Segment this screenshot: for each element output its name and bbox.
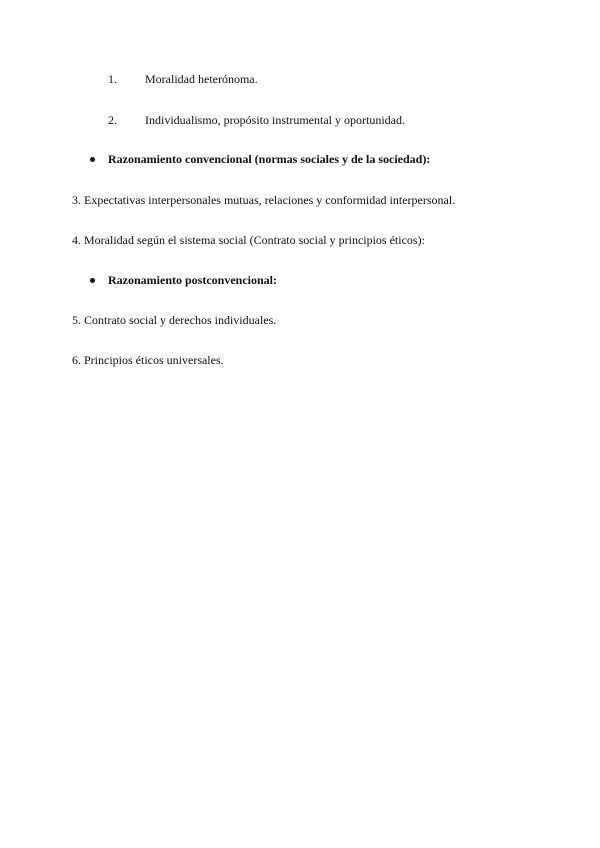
paragraph: 5. Contrato social y derechos individuales. — [72, 313, 277, 327]
section-heading: Razonamiento postconvencional: — [108, 273, 277, 287]
list-item-text: Individualismo, propósito instrumental y oportunidad. — [145, 113, 405, 127]
list-item-text: Moralidad heterónoma. — [145, 72, 258, 86]
bullet-icon — [90, 157, 95, 162]
paragraph: 4. Moralidad según el sistema social (Contrato social y principios éticos): — [72, 233, 425, 247]
list-number: 1. — [108, 72, 117, 86]
section-heading: Razonamiento convencional (normas sociales y de la sociedad): — [108, 152, 431, 166]
paragraph: 3. Expectativas interpersonales mutuas, relaciones y conformidad interpersonal. — [72, 193, 456, 207]
bullet-icon — [90, 278, 95, 283]
paragraph: 6. Principios éticos universales. — [72, 353, 224, 367]
list-number: 2. — [108, 113, 117, 127]
